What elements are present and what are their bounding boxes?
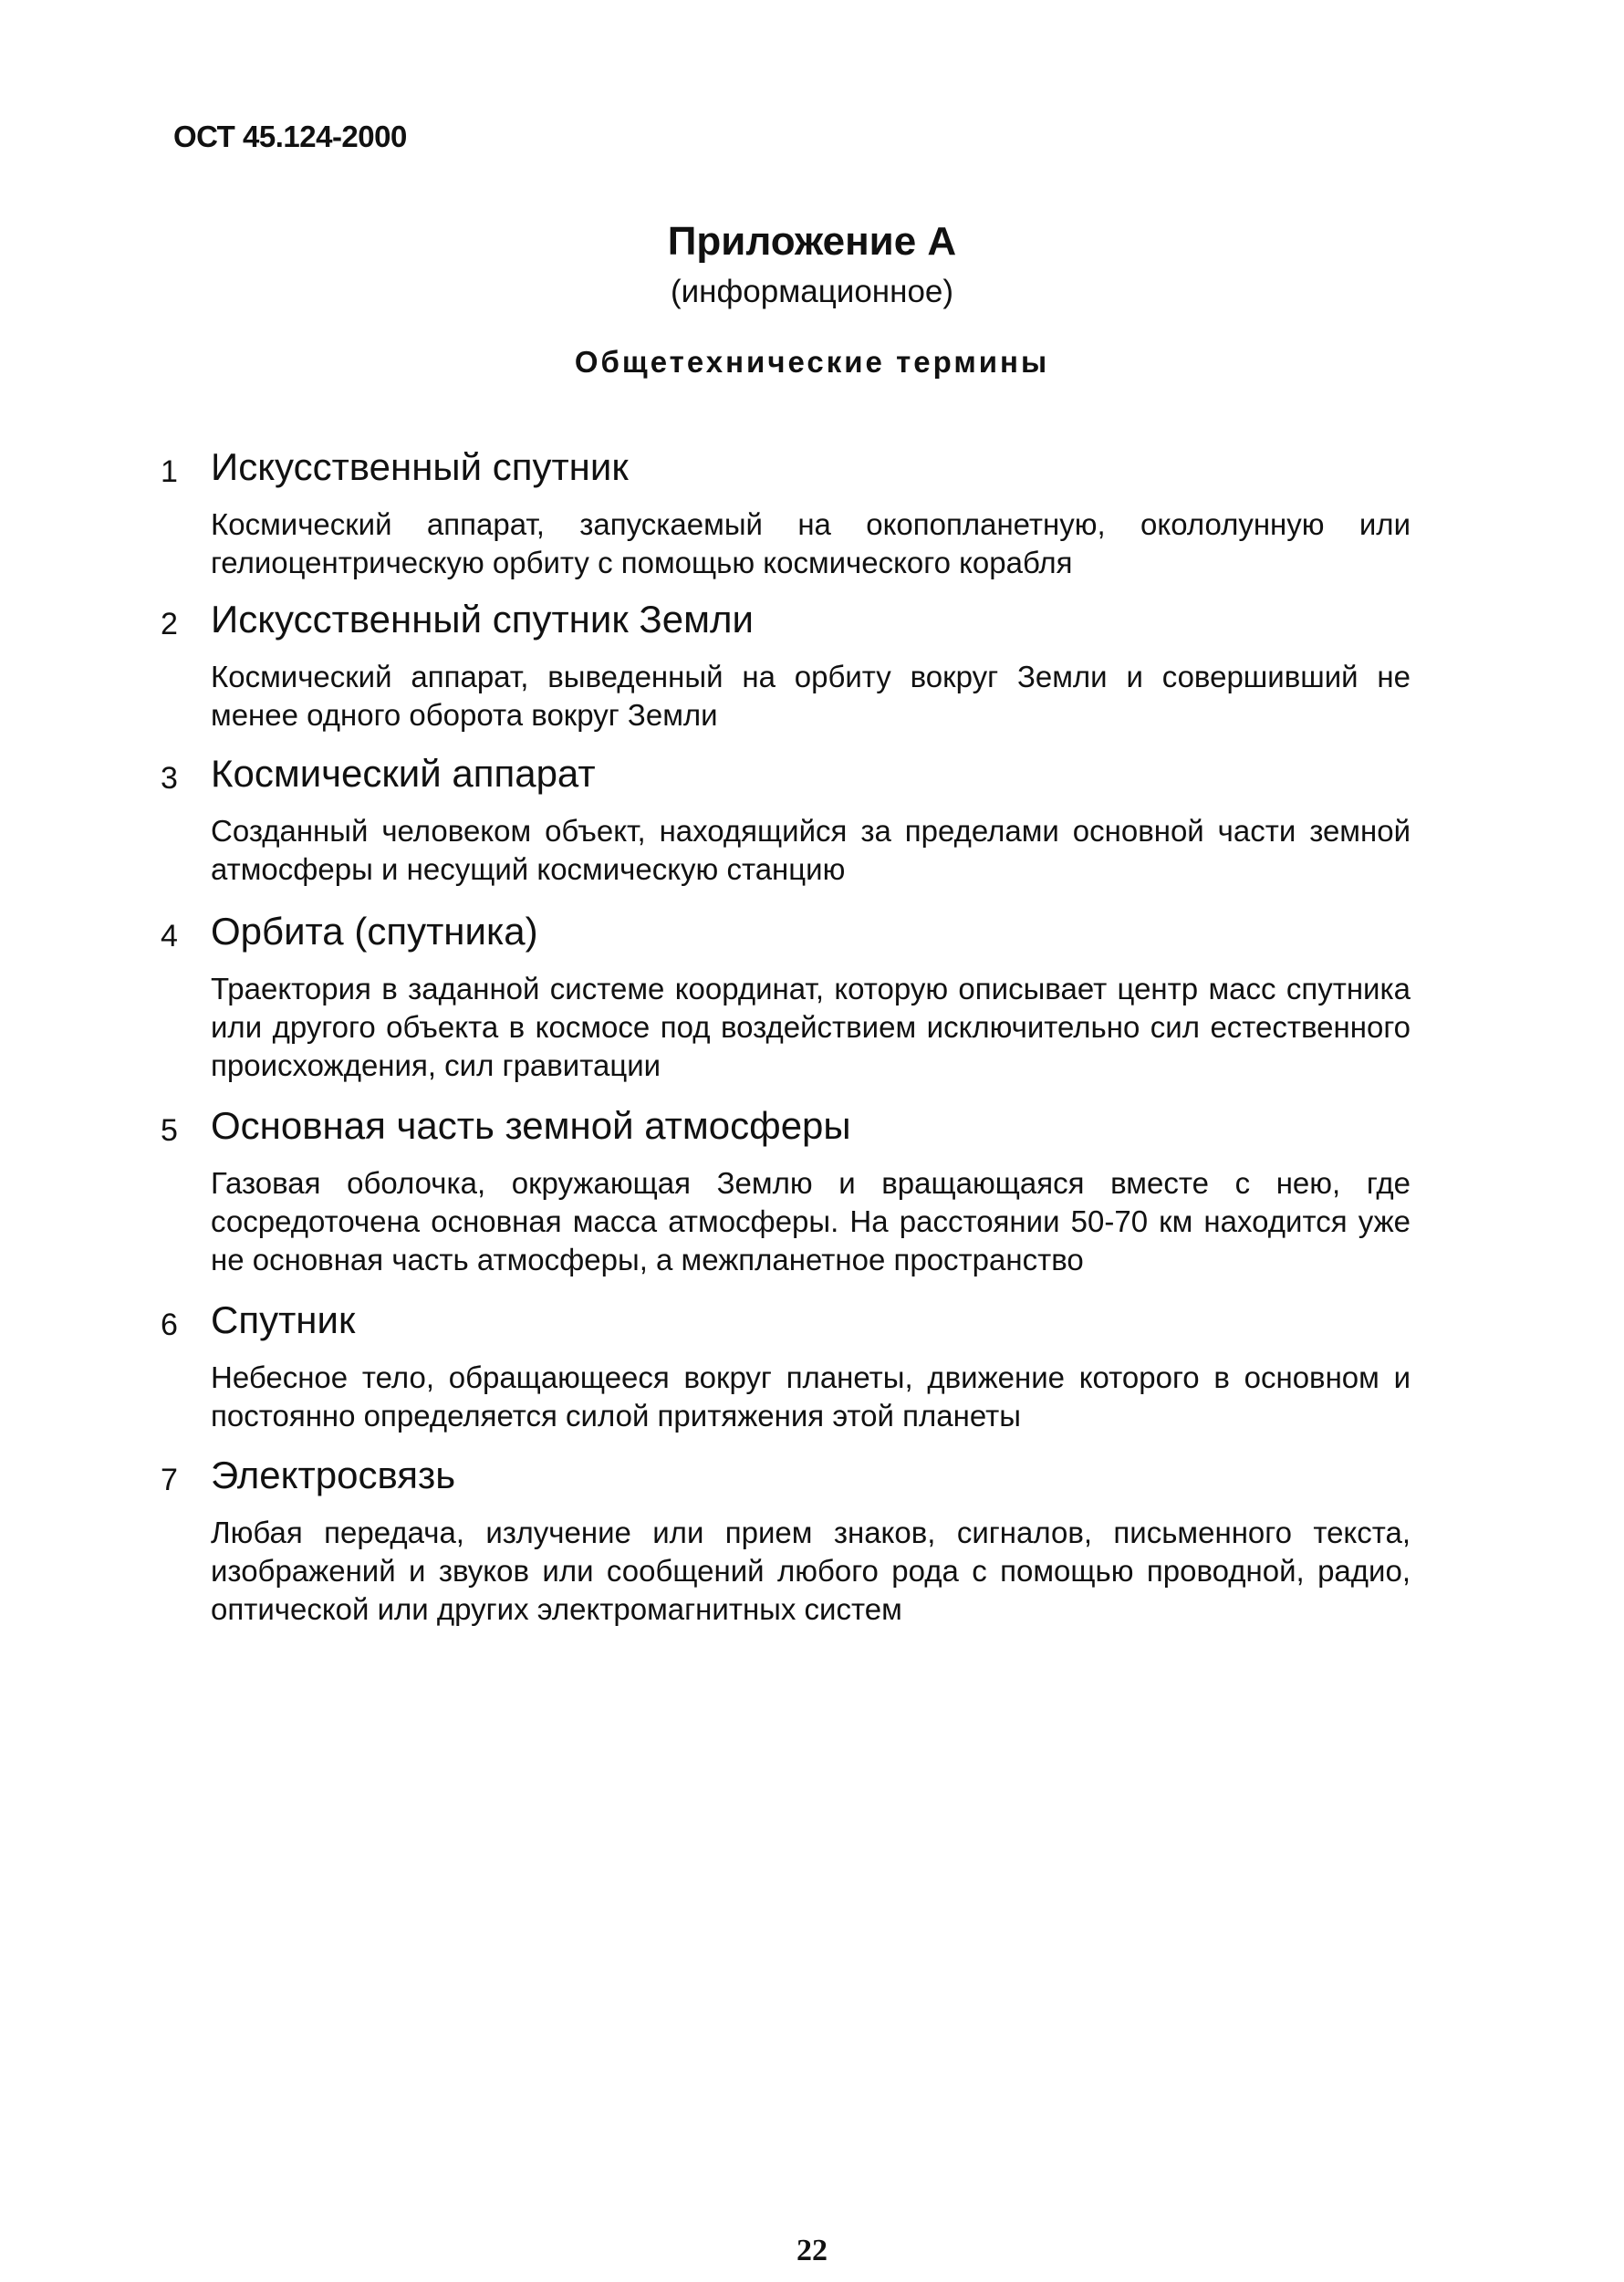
- term-number: 6: [161, 1308, 178, 1342]
- term-definition: Небесное тело, обращающееся вокруг планеты, движение которого в основном и постоянно определяется силой притяжения этой планеты: [211, 1360, 1411, 1433]
- term-name: Орбита (спутника): [211, 910, 538, 953]
- term-number: 7: [161, 1463, 178, 1497]
- term-definition: Космический аппарат, запускаемый на окопопланетную, окололунную или гелиоцентрическую орбиту с помощью космического корабля: [211, 507, 1411, 579]
- term-name: Основная часть земной атмосферы: [211, 1104, 851, 1147]
- section-title: Общетехнические термины: [574, 345, 1050, 379]
- document-code: ОСТ 45.124-2000: [173, 120, 407, 153]
- term-number: 2: [161, 607, 178, 641]
- appendix-subtitle: (информационное): [670, 274, 954, 309]
- term-number: 4: [161, 919, 178, 953]
- term-definition: Космический аппарат, выведенный на орбиту вокруг Земли и совершивший не менее одного оборота вокруг Земли: [211, 660, 1411, 732]
- term-definition: Газовая оболочка, окружающая Землю и вращающаяся вместе с нею, где сосредоточена основная масса атмосферы. На расстоянии 50-70 км находится уже не основная часть атмосферы, а межпланетное пространство: [211, 1166, 1411, 1276]
- term-name: Спутник: [211, 1298, 356, 1341]
- term-definition: Любая передача, излучение или прием знаков, сигналов, письменного текста, изображений и звуков или сообщений любого рода с помощью проводной, радио, оптической или других электромагнитных систем: [211, 1516, 1411, 1626]
- term-number: 5: [161, 1113, 178, 1148]
- term-name: Космический аппарат: [211, 752, 596, 795]
- term-number: 1: [161, 454, 178, 489]
- term-name: Искусственный спутник: [211, 445, 629, 488]
- page-number: 22: [796, 2234, 828, 2267]
- term-name: Электросвязь: [211, 1454, 456, 1496]
- term-definition: Созданный человеком объект, находящийся за пределами основной части земной атмосферы и несущий космическую станцию: [211, 814, 1411, 886]
- term-definition: Траектория в заданной системе координат, которую описывает центр масс спутника или другого объекта в космосе под воздействием исключительно сил естественного происхождения, сил гравитации: [211, 972, 1411, 1082]
- term-number: 3: [161, 761, 178, 796]
- term-name: Искусственный спутник Земли: [211, 598, 754, 641]
- appendix-title: Приложение А: [667, 219, 957, 264]
